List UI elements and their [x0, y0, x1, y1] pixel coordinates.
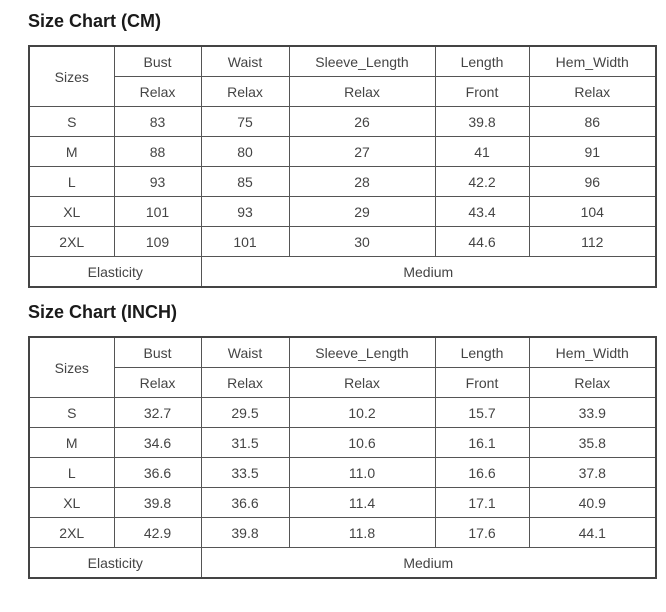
value-cell: 109 [114, 227, 201, 257]
value-cell: 44.1 [529, 518, 656, 548]
value-cell: 75 [201, 107, 289, 137]
value-cell: 17.6 [435, 518, 529, 548]
hem-width-header: Hem_Width [529, 46, 656, 77]
value-cell: 32.7 [114, 398, 201, 428]
size-cell: L [29, 458, 114, 488]
hem-width-subheader: Relax [529, 368, 656, 398]
value-cell: 15.7 [435, 398, 529, 428]
value-cell: 36.6 [114, 458, 201, 488]
value-cell: 10.6 [289, 428, 435, 458]
value-cell: 41 [435, 137, 529, 167]
table-row [29, 428, 656, 458]
value-cell: 101 [201, 227, 289, 257]
value-cell: 29.5 [201, 398, 289, 428]
table-row [29, 488, 656, 518]
table-row [29, 398, 656, 428]
value-cell: 39.8 [114, 488, 201, 518]
table-subheader-row [29, 368, 656, 398]
size-cell: 2XL [29, 227, 114, 257]
value-cell: 16.6 [435, 458, 529, 488]
waist-subheader: Relax [201, 77, 289, 107]
value-cell: 29 [289, 197, 435, 227]
value-cell: 34.6 [114, 428, 201, 458]
bust-header: Bust [114, 337, 201, 368]
table-row [29, 458, 656, 488]
value-cell: 17.1 [435, 488, 529, 518]
size-chart-cm-title: Size Chart (CM) [28, 11, 162, 31]
sleeve-length-header: Sleeve_Length [289, 337, 435, 368]
size-cell: 2XL [29, 518, 114, 548]
value-cell: 28 [289, 167, 435, 197]
value-cell: 11.0 [289, 458, 435, 488]
value-cell: 93 [201, 197, 289, 227]
value-cell: 93 [114, 167, 201, 197]
elasticity-label: Elasticity [29, 548, 201, 579]
sleeve-length-subheader: Relax [289, 368, 435, 398]
size-cell: M [29, 428, 114, 458]
value-cell: 85 [201, 167, 289, 197]
bust-header: Bust [114, 46, 201, 77]
table-row [29, 197, 656, 227]
value-cell: 39.8 [201, 518, 289, 548]
waist-header: Waist [201, 337, 289, 368]
value-cell: 104 [529, 197, 656, 227]
waist-header: Waist [201, 46, 289, 77]
table-header-row [29, 337, 656, 368]
sizes-header: Sizes [29, 46, 114, 107]
value-cell: 39.8 [435, 107, 529, 137]
table-row [29, 167, 656, 197]
value-cell: 101 [114, 197, 201, 227]
value-cell: 26 [289, 107, 435, 137]
value-cell: 40.9 [529, 488, 656, 518]
size-cell: S [29, 107, 114, 137]
table-row [29, 137, 656, 167]
value-cell: 33.9 [529, 398, 656, 428]
size-cell: XL [29, 197, 114, 227]
table-row [29, 518, 656, 548]
hem-width-subheader: Relax [529, 77, 656, 107]
value-cell: 36.6 [201, 488, 289, 518]
value-cell: 42.2 [435, 167, 529, 197]
size-cell: M [29, 137, 114, 167]
elasticity-row [29, 548, 656, 579]
value-cell: 96 [529, 167, 656, 197]
length-header: Length [435, 337, 529, 368]
value-cell: 88 [114, 137, 201, 167]
length-header: Length [435, 46, 529, 77]
bust-subheader: Relax [114, 77, 201, 107]
elasticity-row [29, 257, 656, 288]
value-cell: 42.9 [114, 518, 201, 548]
length-subheader: Front [435, 77, 529, 107]
table-row [29, 107, 656, 137]
table-subheader-row [29, 77, 656, 107]
value-cell: 112 [529, 227, 656, 257]
value-cell: 37.8 [529, 458, 656, 488]
size-cell: S [29, 398, 114, 428]
hem-width-header: Hem_Width [529, 337, 656, 368]
value-cell: 31.5 [201, 428, 289, 458]
size-chart-inch-table [28, 336, 657, 579]
value-cell: 44.6 [435, 227, 529, 257]
value-cell: 91 [529, 137, 656, 167]
size-chart-cm-table [28, 45, 657, 288]
value-cell: 86 [529, 107, 656, 137]
value-cell: 27 [289, 137, 435, 167]
table-row [29, 227, 656, 257]
table-header-row [29, 46, 656, 77]
sleeve-length-header: Sleeve_Length [289, 46, 435, 77]
value-cell: 10.2 [289, 398, 435, 428]
value-cell: 35.8 [529, 428, 656, 458]
value-cell: 16.1 [435, 428, 529, 458]
value-cell: 30 [289, 227, 435, 257]
waist-subheader: Relax [201, 368, 289, 398]
value-cell: 33.5 [201, 458, 289, 488]
sleeve-length-subheader: Relax [289, 77, 435, 107]
value-cell: 11.4 [289, 488, 435, 518]
size-cell: L [29, 167, 114, 197]
elasticity-value: Medium [201, 548, 656, 579]
bust-subheader: Relax [114, 368, 201, 398]
elasticity-label: Elasticity [29, 257, 201, 288]
length-subheader: Front [435, 368, 529, 398]
sizes-header: Sizes [29, 337, 114, 398]
size-cell: XL [29, 488, 114, 518]
elasticity-value: Medium [201, 257, 656, 288]
value-cell: 83 [114, 107, 201, 137]
value-cell: 11.8 [289, 518, 435, 548]
size-chart-inch-title: Size Chart (INCH) [28, 302, 178, 322]
value-cell: 43.4 [435, 197, 529, 227]
value-cell: 80 [201, 137, 289, 167]
